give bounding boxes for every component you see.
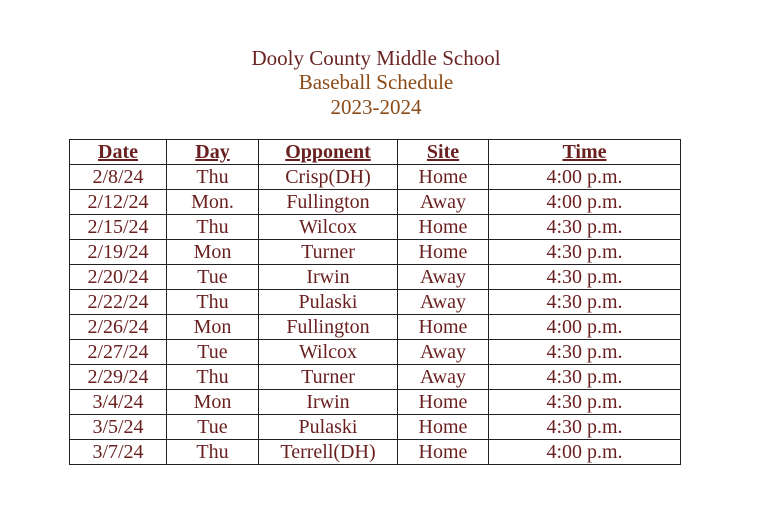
cell-opponent: Turner [259,240,398,265]
cell-site: Home [398,240,489,265]
cell-site: Away [398,190,489,215]
table-row [70,365,681,390]
cell-opponent: Fullington [259,315,398,340]
cell-opponent: Terrell(DH) [259,440,398,465]
table-row [70,390,681,415]
cell-day: Mon [167,240,259,265]
cell-date: 2/29/24 [70,365,167,390]
cell-time: 4:30 p.m. [489,415,681,440]
cell-opponent: Fullington [259,190,398,215]
cell-time: 4:30 p.m. [489,215,681,240]
table-row [70,215,681,240]
table-row [70,190,681,215]
cell-day: Tue [167,415,259,440]
cell-time: 4:30 p.m. [489,340,681,365]
table-row [70,415,681,440]
table-row [70,240,681,265]
cell-date: 2/20/24 [70,265,167,290]
cell-site: Home [398,315,489,340]
cell-site: Home [398,415,489,440]
cell-day: Tue [167,265,259,290]
cell-site: Home [398,165,489,190]
schedule-title: Baseball Schedule [298,70,454,94]
cell-site: Away [398,290,489,315]
cell-site: Home [398,390,489,415]
cell-opponent: Irwin [259,390,398,415]
column-header-site: Site [398,140,489,165]
header-row [70,140,681,165]
table-row [70,290,681,315]
cell-time: 4:00 p.m. [489,440,681,465]
cell-time: 4:00 p.m. [489,190,681,215]
table-row [70,165,681,190]
column-header-opponent: Opponent [259,140,398,165]
cell-opponent: Wilcox [259,340,398,365]
season-year: 2023-2024 [330,95,422,119]
cell-day: Thu [167,290,259,315]
column-header-time: Time [489,140,681,165]
cell-time: 4:30 p.m. [489,240,681,265]
cell-site: Away [398,365,489,390]
cell-date: 2/27/24 [70,340,167,365]
cell-site: Away [398,340,489,365]
column-header-date: Date [70,140,167,165]
cell-date: 3/4/24 [70,390,167,415]
cell-day: Thu [167,165,259,190]
cell-day: Thu [167,365,259,390]
cell-day: Mon [167,390,259,415]
cell-day: Mon. [167,190,259,215]
cell-site: Home [398,440,489,465]
table-row [70,315,681,340]
cell-opponent: Wilcox [259,215,398,240]
cell-opponent: Crisp(DH) [259,165,398,190]
cell-opponent: Pulaski [259,415,398,440]
cell-day: Thu [167,440,259,465]
table-row [70,340,681,365]
table-row [70,265,681,290]
school-name: Dooly County Middle School [251,46,501,70]
cell-day: Tue [167,340,259,365]
cell-date: 3/5/24 [70,415,167,440]
cell-site: Home [398,215,489,240]
cell-site: Away [398,265,489,290]
cell-day: Thu [167,215,259,240]
cell-day: Mon [167,315,259,340]
cell-date: 2/22/24 [70,290,167,315]
cell-date: 2/8/24 [70,165,167,190]
cell-date: 2/26/24 [70,315,167,340]
cell-date: 2/15/24 [70,215,167,240]
schedule-table [69,139,681,465]
cell-date: 2/19/24 [70,240,167,265]
cell-opponent: Pulaski [259,290,398,315]
table-row [70,440,681,465]
cell-time: 4:00 p.m. [489,165,681,190]
cell-time: 4:30 p.m. [489,265,681,290]
cell-time: 4:30 p.m. [489,290,681,315]
cell-date: 2/12/24 [70,190,167,215]
cell-date: 3/7/24 [70,440,167,465]
column-header-day: Day [167,140,259,165]
cell-time: 4:30 p.m. [489,365,681,390]
cell-time: 4:00 p.m. [489,315,681,340]
cell-opponent: Irwin [259,265,398,290]
cell-time: 4:30 p.m. [489,390,681,415]
cell-opponent: Turner [259,365,398,390]
